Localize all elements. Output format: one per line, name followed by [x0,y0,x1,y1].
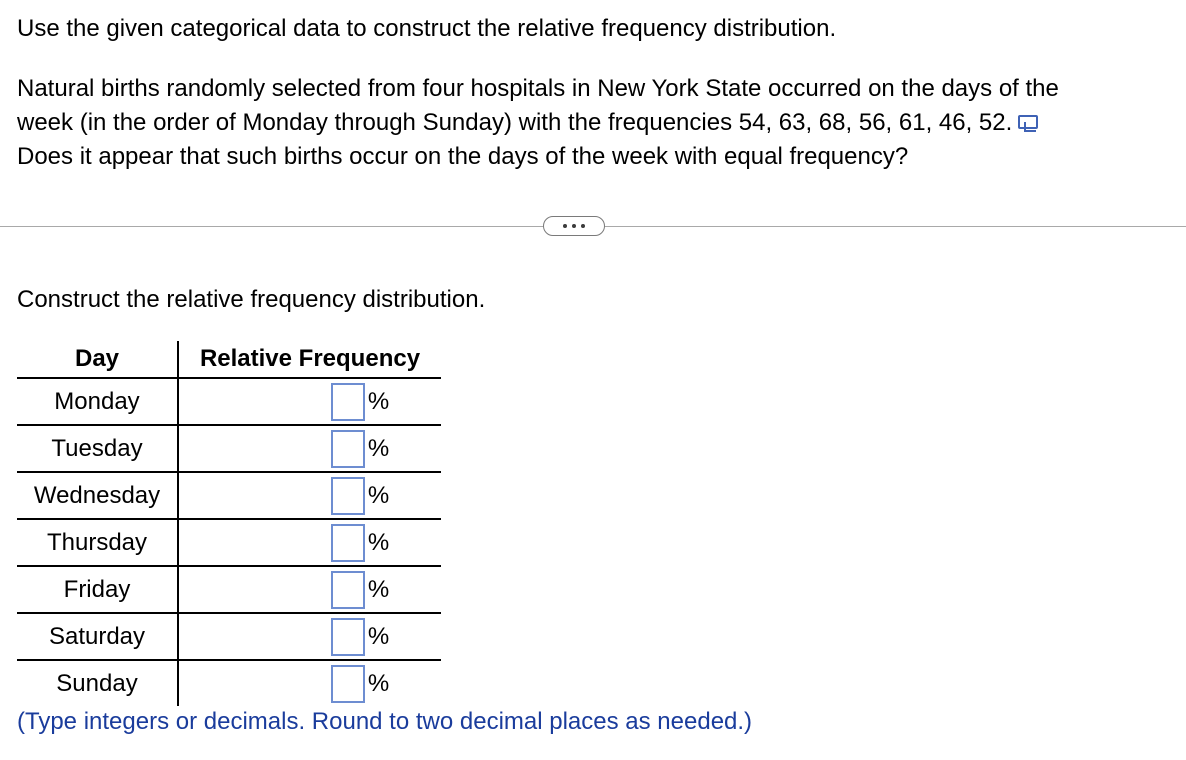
day-cell: Friday [17,566,178,613]
day-cell: Saturday [17,613,178,660]
question-prompt: Construct the relative frequency distribution. [17,286,486,313]
table-row [17,378,441,425]
relative-frequency-table [17,341,441,706]
day-cell: Wednesday [17,472,178,519]
tuesday-answer-input[interactable] [331,430,365,468]
table-row [17,566,441,613]
friday-answer-input[interactable] [331,571,365,609]
problem-line-2-text: week (in the order of Monday through Sunday) with the frequencies 54, 63, 68, 56, 61, 46, 52. [17,109,1013,136]
answer-group [331,383,389,421]
table-row [17,519,441,566]
wednesday-answer-input[interactable] [331,477,365,515]
relative-frequency-cell [178,472,441,519]
percent-sign: % [367,575,390,603]
day-cell: Thursday [17,519,178,566]
expand-more-button[interactable] [543,216,605,236]
day-cell: Monday [17,378,178,425]
more-dot-icon [572,224,576,228]
answer-group [331,571,389,609]
table-row [17,613,441,660]
day-cell: Tuesday [17,425,178,472]
table-row [17,472,441,519]
table-row [17,425,441,472]
table-row [17,660,441,706]
thursday-answer-input[interactable] [331,524,365,562]
percent-sign: % [367,387,390,415]
percent-sign: % [367,481,390,509]
problem-statement [17,72,1177,174]
day-cell: Sunday [17,660,178,706]
percent-sign: % [367,669,390,697]
answer-group [331,524,389,562]
relative-frequency-cell [178,519,441,566]
more-dot-icon [563,224,567,228]
sunday-answer-input[interactable] [331,665,365,703]
percent-sign: % [367,434,390,462]
answer-group [331,430,389,468]
relative-frequency-cell [178,613,441,660]
relative-frequency-cell [178,566,441,613]
rounding-instruction-note: (Type integers or decimals. Round to two decimal places as needed.) [17,708,753,735]
table-header-row [17,341,441,378]
table-body [17,378,441,706]
answer-group [331,618,389,656]
percent-sign: % [367,622,390,650]
answer-group [331,477,389,515]
relative-frequency-cell [178,378,441,425]
copy-icon-front [1024,122,1036,132]
more-dot-icon [581,224,585,228]
header-day: Day [17,341,178,378]
problem-line-2 [17,106,1177,140]
copy-data-icon[interactable] [1016,112,1042,132]
monday-answer-input[interactable] [331,383,365,421]
relative-frequency-cell [178,660,441,706]
answer-group [331,665,389,703]
percent-sign: % [367,528,390,556]
saturday-answer-input[interactable] [331,618,365,656]
instruction-text: Use the given categorical data to construct the relative frequency distribution. [17,15,837,42]
relative-frequency-cell [178,425,441,472]
header-relative-frequency: Relative Frequency [178,341,441,378]
problem-line-3: Does it appear that such births occur on the days of the week with equal frequency? [17,143,909,170]
problem-line-1: Natural births randomly selected from four hospitals in New York State occurred on the days of the [17,75,1059,102]
